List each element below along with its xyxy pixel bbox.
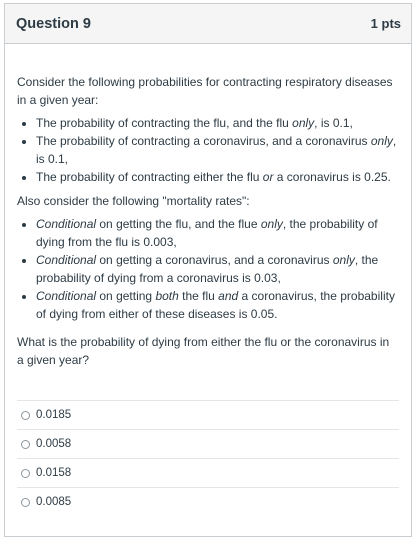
answer-label: 0.0058: [36, 438, 72, 450]
final-question: What is the probability of dying from either the flu or the coronavirus in a given year?: [17, 335, 390, 367]
radio-button[interactable]: [21, 498, 30, 507]
answer-label: 0.0185: [36, 409, 72, 421]
radio-button[interactable]: [21, 411, 30, 420]
answer-option-4[interactable]: [17, 488, 399, 516]
list-item: • Conditional on getting the flu, and the flue only, the probability of dying from the flu is 0.003,: [36, 215, 399, 251]
list-item: • The probability of contracting the flu, and the flu only, is 0.1,: [36, 114, 399, 132]
mortality-list: [17, 215, 399, 323]
answer-list: [17, 400, 399, 516]
answer-label: 0.0158: [36, 467, 72, 479]
answer-option-3[interactable]: [17, 459, 399, 488]
list-item: • Conditional on getting a coronavirus, and a coronavirus only, the probability of dying from a coronavirus is 0.03,: [36, 251, 399, 287]
answer-option-1[interactable]: [17, 401, 399, 430]
answer-option-2[interactable]: [17, 430, 399, 459]
question-card: [4, 3, 412, 537]
answer-label: 0.0085: [36, 496, 72, 508]
question-header: [5, 4, 411, 44]
intro-text: Consider the following probabilities for contracting respiratory diseases in a given year:: [17, 75, 393, 107]
radio-button[interactable]: [21, 469, 30, 478]
probability-list: [17, 114, 399, 186]
list-item: • Conditional on getting both the flu and a coronavirus, the probability of dying from either of these diseases is 0.05.: [36, 287, 399, 323]
list-item: • The probability of contracting either the flu or a coronavirus is 0.25.: [36, 168, 399, 186]
question-body: [5, 44, 411, 516]
radio-button[interactable]: [21, 440, 30, 449]
question-points: 1 pts: [370, 16, 401, 31]
mortality-intro: Also consider the following "mortality rates":: [17, 194, 250, 208]
list-item: • The probability of contracting a coronavirus, and a coronavirus only, is 0.1,: [36, 132, 399, 168]
question-title: Question 9: [16, 15, 91, 32]
